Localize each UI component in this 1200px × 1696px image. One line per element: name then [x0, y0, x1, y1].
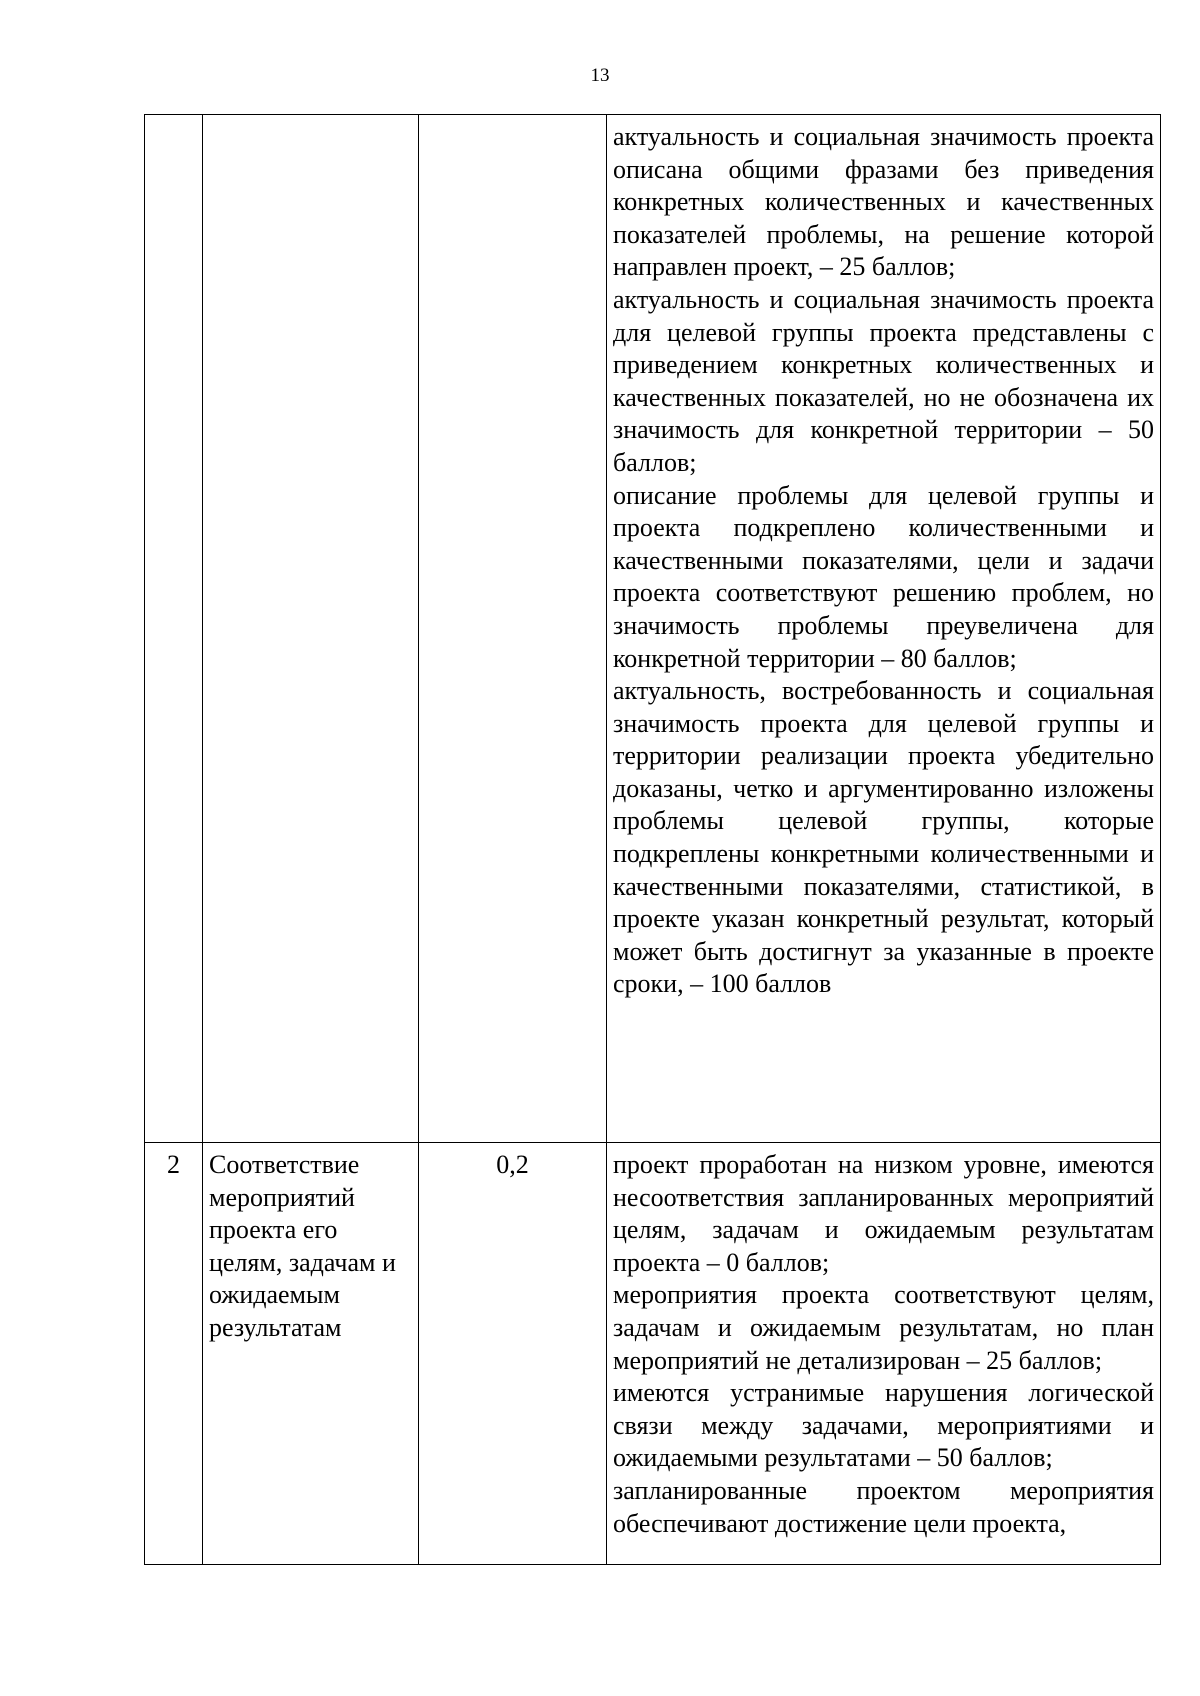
table-row: [145, 115, 1161, 1143]
scoring-description-cell: [607, 115, 1161, 1143]
page-number: 13: [590, 65, 610, 86]
row-number-cell: [145, 115, 203, 1143]
scoring-level-text: мероприятия проекта соответствуют целям, задачам и ожидаемым результатам, но план мероприятий не детализирован – 25 баллов;: [613, 1280, 1154, 1375]
scoring-level-text: описание проблемы для целевой группы и проекта подкреплено количественными и качественными показателями, цели и задачи проекта соответствуют решению проблем, но значимость проблемы преувеличена для конкретной территории – 80 баллов;: [613, 480, 1154, 673]
scoring-level-text: актуальность и социальная значимость проекта для целевой группы проекта представлены с приведением конкретных количественных и качественных показателей, но не обозначена их значимость для конкретной территории – 50 баллов;: [613, 284, 1154, 477]
criterion-name-cell: [203, 115, 419, 1143]
criterion-name-cell: Соответствие мероприятий проекта его целям, задачам и ожидаемым результатам: [203, 1143, 419, 1565]
scoring-level-text: актуальность и социальная значимость проекта описана общими фразами без приведения конкретных количественных и качественных показателей проблемы, на решение которой направлен проект, – 25 баллов;: [613, 122, 1154, 282]
criteria-table: [144, 114, 1161, 1565]
scoring-level-text: актуальность, востребованность и социальная значимость проекта для целевой группы и территории реализации проекта убедительно доказаны, четко и аргументированно изложены проблемы целевой группы, которые подкреплены конкретными количественными и качественными показателями, статистикой, в проекте указан конкретный результат, который может быть достигнут за указанные в проекте сроки, – 100 баллов: [613, 676, 1154, 999]
scoring-level-text: проект проработан на низком уровне, имеются несоответствия запланированных мероприятий целям, задачам и ожидаемым результатам проекта – 0 баллов;: [613, 1150, 1154, 1277]
scoring-level-text: имеются устранимые нарушения логической связи между задачами, мероприятиями и ожидаемыми результатами – 50 баллов;: [613, 1378, 1154, 1473]
row-number-cell: 2: [145, 1143, 203, 1565]
weight-cell: [419, 115, 607, 1143]
scoring-description-cell: [607, 1143, 1161, 1565]
scoring-level-text: запланированные проектом мероприятия обеспечивают достижение цели проекта,: [613, 1475, 1154, 1538]
table-row: [145, 1143, 1161, 1565]
weight-cell: 0,2: [419, 1143, 607, 1565]
